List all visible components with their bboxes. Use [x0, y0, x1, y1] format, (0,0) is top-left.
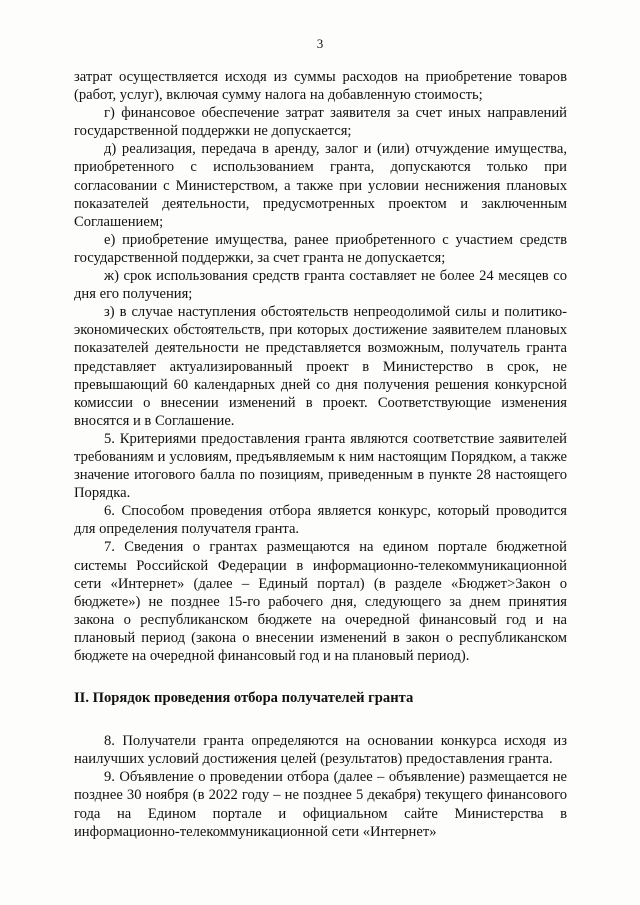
paragraph-8: 8. Получатели гранта определяются на основании конкурса исходя из наилучших условий достижения целей (результатов) предоставления гранта. — [74, 733, 567, 768]
paragraph-item-e: е) приобретение имущества, ранее приобретенного с участием средств государственной поддержки, за счет гранта не допускается; — [74, 231, 567, 266]
paragraph-item-d: д) реализация, передача в аренду, залог и (или) отчуждение имущества, приобретенного с использованием гранта, допускаются только при согласовании с Министерством, а также при условии неснижения плановых показателей деятельности, предусмотренных проектом и заключенным Соглашением; — [74, 141, 567, 230]
section-heading: II. Порядок проведения отбора получателей гранта — [74, 690, 414, 707]
paragraph-item-zh: ж) срок использования средств гранта составляет не более 24 месяцев со дня его получения; — [74, 268, 567, 303]
paragraph-continuation: затрат осуществляется исходя из суммы расходов на приобретение товаров (работ, услуг), включая сумму налога на добавленную стоимость; — [74, 69, 567, 104]
paragraph-7: 7. Сведения о грантах размещаются на едином портале бюджетной системы Российской Федерации в информационно-телекоммуникационной сети «Интернет» (далее – Единый портал) (в разделе «Бюджет>Закон о бюджете») не позднее 15-го рабочего дня, следующего за днем принятия закона о республиканском бюджете на очередной финансовый год и на плановый период (закона о внесении изменений в закон о республиканском бюджете на очередной финансовый год и на плановый период). — [74, 539, 567, 664]
paragraph-item-z: з) в случае наступления обстоятельств непреодолимой силы и политико-экономических обстоятельств, при которых достижение заявителем плановых показателей деятельности не представляется возможным, получатель гранта представляет актуализированный проект в Министерство в срок, не превышающий 60 календарных дней со дня получения решения конкурсной комиссии о внесении изменений в проект. Соответствующие изменения вносятся и в Соглашение. — [74, 304, 567, 429]
page-number: 3 — [316, 36, 324, 51]
paragraph-5: 5. Критериями предоставления гранта являются соответствие заявителей требованиям и условиям, предъявляемым к ним настоящим Порядком, а также значение итогового балла по позициям, приведенным в пункте 28 настоящего Порядка. — [74, 430, 567, 502]
paragraph-9: 9. Объявление о проведении отбора (далее – объявление) размещается не позднее 30 ноября (в 2022 году – не позднее 5 декабря) текущего финансового года на Едином портале и официальном сайте Министерства в информационно-телекоммуникационной сети «Интернет» — [74, 769, 567, 840]
document-body — [74, 68, 567, 841]
paragraph-6: 6. Способом проведения отбора является конкурс, который проводится для определения получателя гранта. — [74, 503, 567, 538]
paragraph-item-g: г) финансовое обеспечение затрат заявителя за счет иных направлений государственной поддержки не допускается; — [74, 105, 567, 140]
